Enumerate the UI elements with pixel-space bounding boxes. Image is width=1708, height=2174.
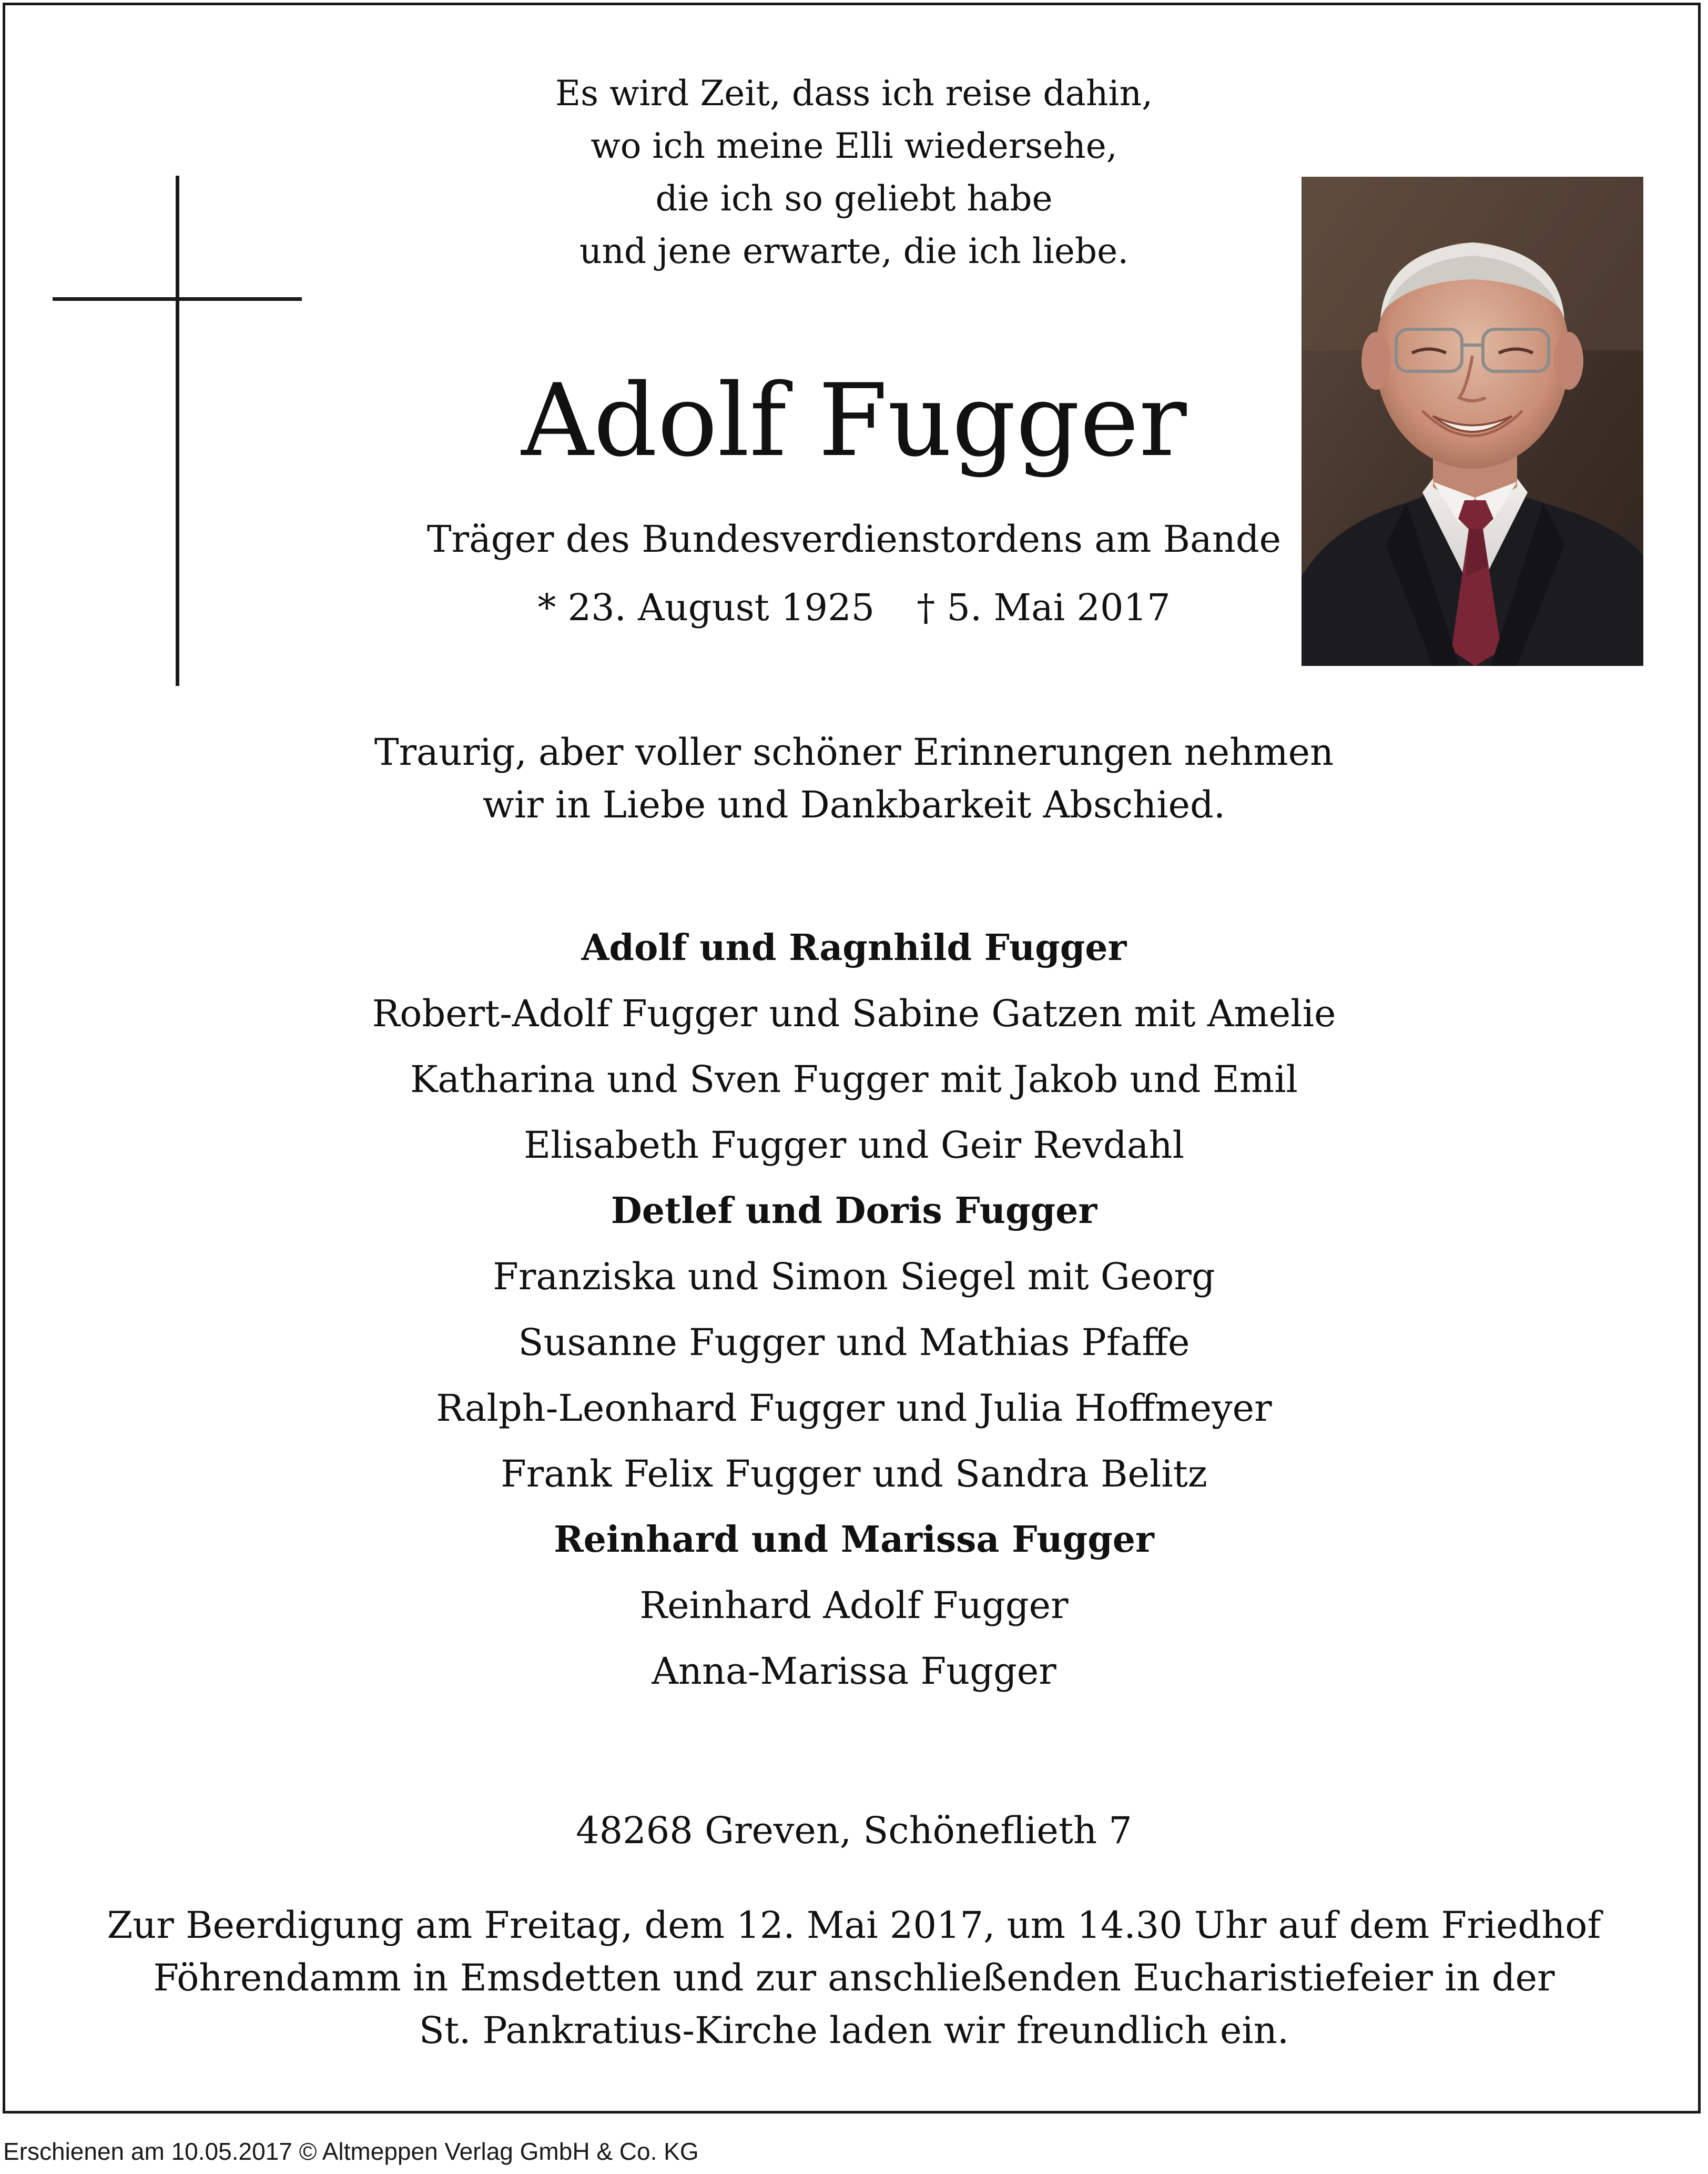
family-member: Reinhard Adolf Fugger bbox=[639, 1584, 1069, 1627]
burial-line: St. Pankratius-Kirche laden wir freundlich ein. bbox=[419, 2009, 1289, 2052]
family-member: Elisabeth Fugger und Geir Revdahl bbox=[523, 1124, 1184, 1167]
poem-line: und jene erwarte, die ich liebe. bbox=[579, 231, 1129, 271]
farewell-line: wir in Liebe und Dankbarkeit Abschied. bbox=[482, 783, 1226, 826]
family-member: Susanne Fugger und Mathias Pfaffe bbox=[518, 1321, 1190, 1364]
burial-notice bbox=[0, 1899, 1708, 2057]
life-dates bbox=[0, 581, 1708, 634]
poem bbox=[0, 67, 1708, 278]
publication-credit: Erschienen am 10.05.2017 © Altmeppen Verlag GmbH & Co. KG bbox=[3, 2138, 699, 2165]
deceased-name: Adolf Fugger bbox=[521, 362, 1187, 479]
family-address: 48268 Greven, Schöneflieth 7 bbox=[576, 1809, 1132, 1852]
family-member: Anna-Marissa Fugger bbox=[652, 1650, 1056, 1693]
family-member: Katharina und Sven Fugger mit Jakob und Emil bbox=[410, 1058, 1298, 1101]
burial-line: Zur Beerdigung am Freitag, dem 12. Mai 2017, um 14.30 Uhr auf dem Friedhof bbox=[107, 1904, 1601, 1947]
birth-date: * 23. August 1925 bbox=[537, 586, 875, 629]
family-member: Frank Felix Fugger und Sandra Belitz bbox=[501, 1452, 1207, 1495]
burial-line: Föhrendamm in Emsdetten und zur anschließenden Eucharistiefeier in der bbox=[153, 1956, 1555, 1999]
death-date: † 5. Mai 2017 bbox=[917, 586, 1171, 629]
poem-line: wo ich meine Elli wiedersehe, bbox=[591, 126, 1117, 166]
cross-horizontal-bar bbox=[53, 297, 302, 301]
family-head: Detlef und Doris Fugger bbox=[611, 1190, 1097, 1232]
honor-title: Träger des Bundesverdienstordens am Bande bbox=[426, 518, 1282, 561]
farewell-line: Traurig, aber voller schöner Erinnerungen nehmen bbox=[374, 731, 1334, 774]
poem-line: Es wird Zeit, dass ich reise dahin, bbox=[555, 73, 1153, 114]
mourners-list bbox=[0, 915, 1708, 1704]
family-member: Franziska und Simon Siegel mit Georg bbox=[493, 1255, 1215, 1298]
family-member: Ralph-Leonhard Fugger und Julia Hoffmeyer bbox=[436, 1387, 1272, 1430]
family-head: Reinhard und Marissa Fugger bbox=[554, 1519, 1154, 1561]
poem-line: die ich so geliebt habe bbox=[655, 178, 1053, 219]
farewell-text bbox=[0, 726, 1708, 831]
family-head: Adolf und Ragnhild Fugger bbox=[581, 927, 1127, 969]
family-member: Robert-Adolf Fugger und Sabine Gatzen mit Amelie bbox=[372, 992, 1336, 1035]
